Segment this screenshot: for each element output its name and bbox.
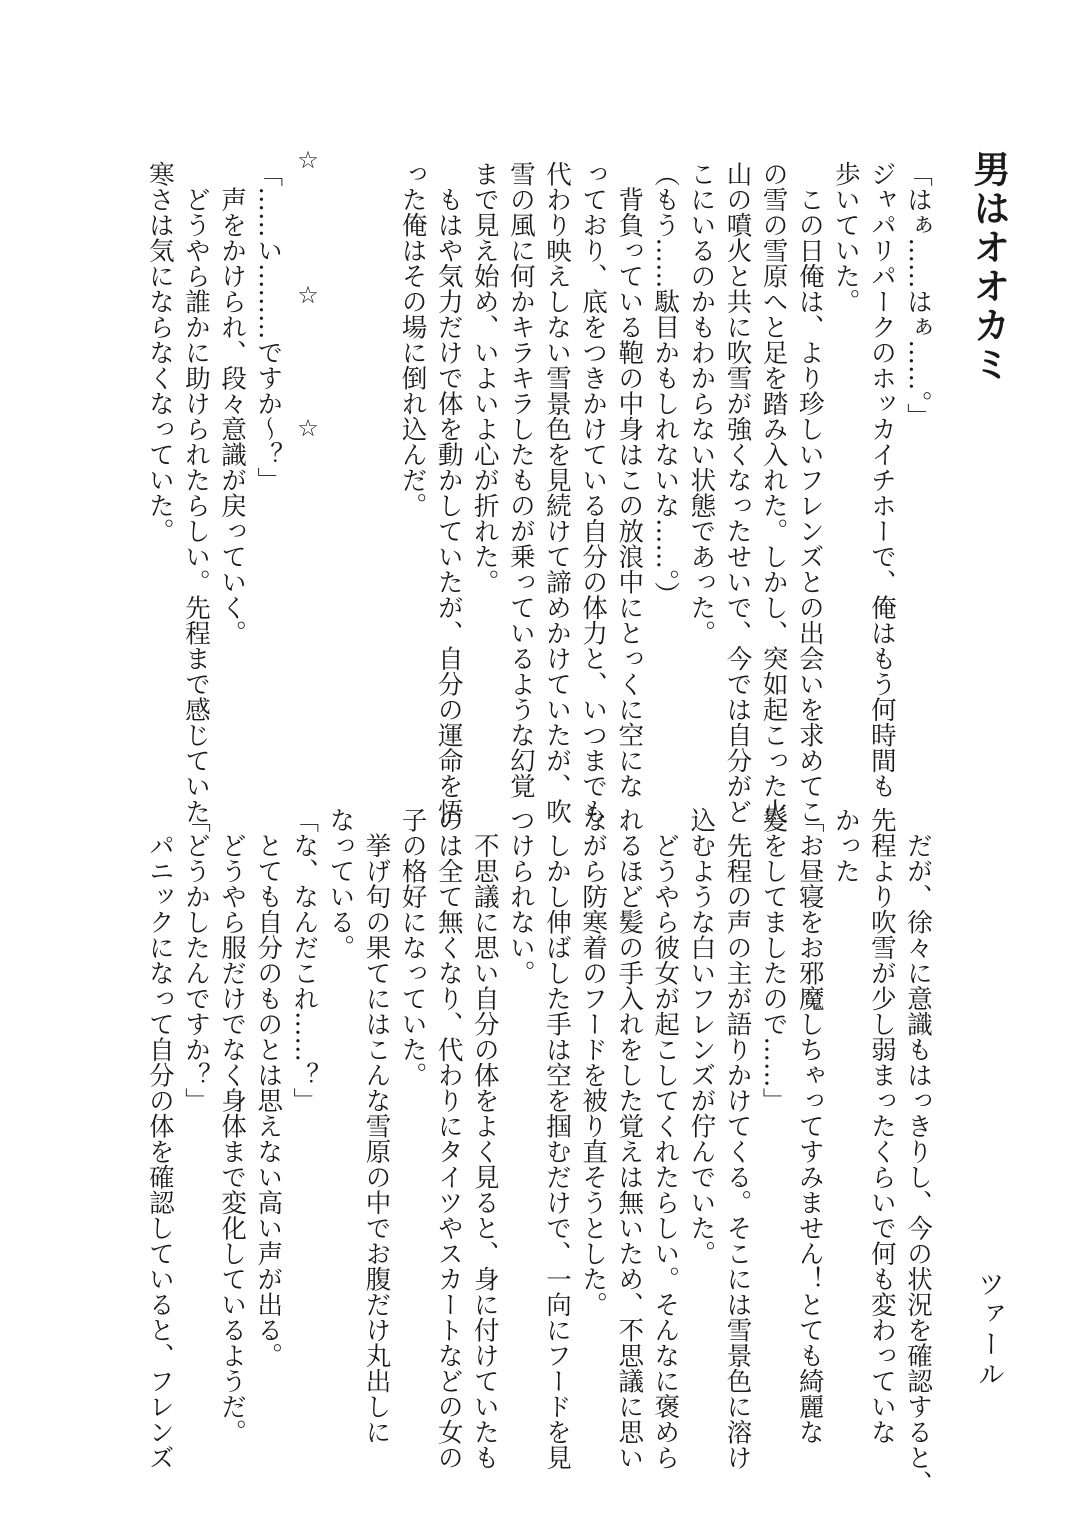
text-column: れるほど髪の手入れをした覚えは無いため、不思議に思い bbox=[614, 807, 645, 1470]
section-break bbox=[294, 146, 322, 442]
text-column: 挙げ句の果てにはこんな雪原の中でお腹だけ丸出しに bbox=[361, 807, 392, 1445]
text-column: 「はぁ……はぁ……。」 bbox=[903, 161, 933, 429]
text-column: ジャパリパークのホッカイチホーで、俺はもう何時間も bbox=[866, 161, 897, 799]
text-column: 代わり映えしない雪景色を見続けて諦めかけていたが、吹 bbox=[542, 161, 572, 824]
text-column: 不思議に思い自分の体をよく見ると、身に付けていたも bbox=[469, 807, 500, 1470]
star-icon: ☆ bbox=[297, 281, 319, 309]
text-column: 雪の風に何かキラキラしたものが乗っているような幻覚 bbox=[505, 161, 536, 799]
text-column: 山の噴火と共に吹雪が強くなったせいで、今では自分がど bbox=[722, 161, 753, 824]
text-column: った俺はその場に倒れ込んだ。 bbox=[397, 161, 428, 518]
author-name: ツァール bbox=[973, 1270, 1004, 1390]
text-column: の雪の雪原へと足を踏み入れた。しかし、突如起こった火 bbox=[758, 161, 789, 824]
text-column: 「な、なんだこれ……？」 bbox=[289, 807, 320, 1113]
text-column: 先程より吹雪が少し弱まったくらいで何も変わっていな bbox=[866, 807, 897, 1445]
text-column: 「お昼寝をお邪魔しちゃってすみません！とても綺麗な bbox=[794, 807, 825, 1445]
story-title: 男はオオカミ bbox=[967, 150, 1010, 384]
text-column: どうやら誰かに助けられたらしい。先程まで感じていた bbox=[181, 161, 211, 824]
text-column: 「……い………ですか～？」 bbox=[253, 161, 284, 493]
text-column: つけられない。 bbox=[505, 807, 536, 986]
text-column: っており、底をつきかけている自分の体力と、いつまでも bbox=[578, 161, 609, 824]
text-column: 背負っている鞄の中身はこの放浪中にとっくに空にな bbox=[614, 161, 645, 799]
text-column: ながら防寒着のフードを被り直そうとした。 bbox=[578, 807, 609, 1317]
text-column: 歩いていた。 bbox=[830, 161, 861, 314]
text-column: 子の格好になっていた。 bbox=[397, 807, 428, 1088]
text-column: 「どうかしたんですか？」 bbox=[181, 807, 211, 1113]
text-column: しかし伸ばした手は空を掴むだけで、一向にフードを見 bbox=[542, 807, 572, 1470]
text-column: とても自分のものとは思えない高い声が出る。 bbox=[253, 807, 284, 1368]
text-column: こにいるのかもわからない状態であった。 bbox=[686, 161, 717, 646]
text-column: 先程の声の主が語りかけてくる。そこには雪景色に溶け bbox=[722, 807, 753, 1470]
text-column: かった bbox=[830, 807, 861, 884]
text-column: なっている。 bbox=[325, 807, 356, 960]
text-column: 声をかけられ、段々意識が戻っていく。 bbox=[217, 161, 248, 646]
text-column: のは全て無くなり、代わりにタイツやスカートなどの女の bbox=[433, 807, 464, 1470]
text-column: パニックになって自分の体を確認していると、フレンズ bbox=[144, 807, 175, 1470]
text-column: 寒さは気にならなくなっていた。 bbox=[144, 161, 175, 544]
text-column: この日俺は、より珍しいフレンズとの出会いを求めてこ bbox=[794, 161, 825, 824]
text-column: （もう……駄目かもしれないな……。） bbox=[650, 161, 681, 608]
text-column: どうやら彼女が起こしてくれたらしい。そんなに褒めら bbox=[650, 807, 681, 1470]
text-column: 髪をしてましたので……」 bbox=[758, 807, 789, 1113]
star-icon: ☆ bbox=[297, 146, 319, 174]
text-column: もはや気力だけで体を動かしていたが、自分の運命を悟 bbox=[433, 161, 464, 824]
text-column: まで見え始め、いよいよ心が折れた。 bbox=[469, 161, 500, 595]
text-column: どうやら服だけでなく身体まで変化しているようだ。 bbox=[217, 807, 248, 1445]
star-icon: ☆ bbox=[297, 414, 319, 442]
text-column: だが、徐々に意識もはっきりし、今の状況を確認すると、 bbox=[903, 807, 933, 1496]
text-column: 込むような白いフレンズが佇んでいた。 bbox=[686, 807, 717, 1266]
